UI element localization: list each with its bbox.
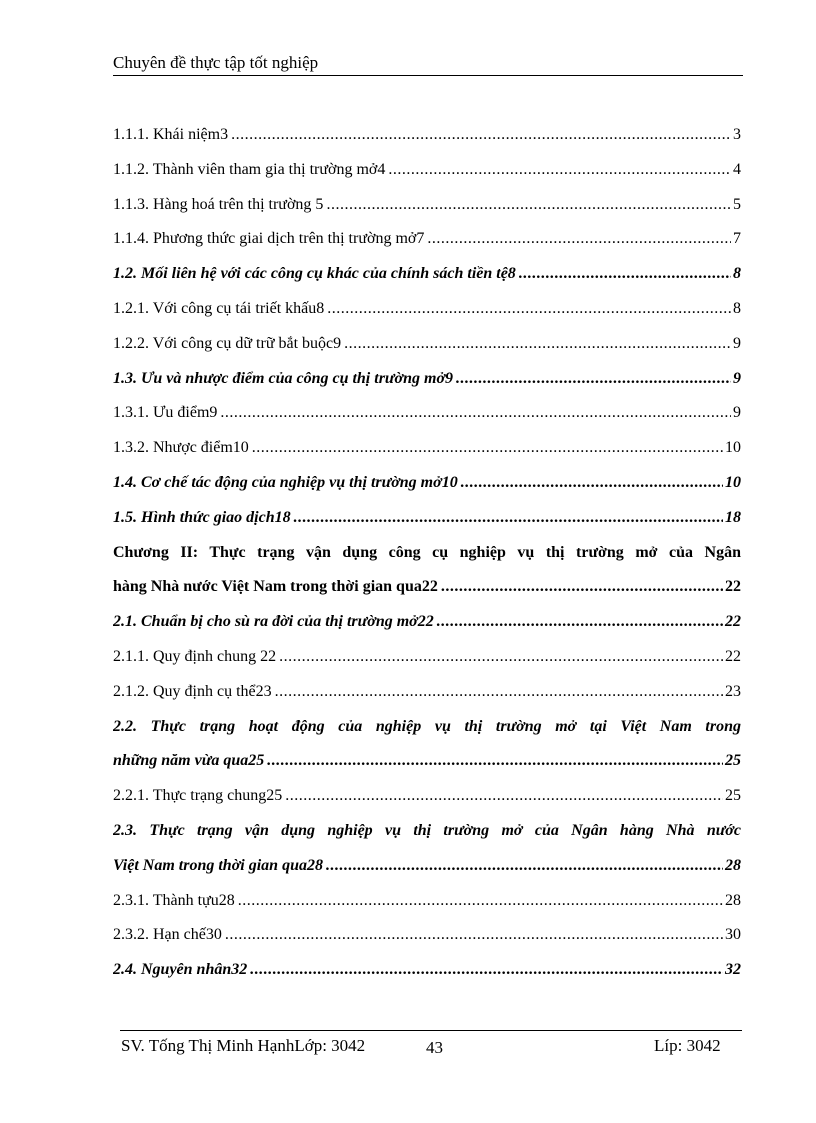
toc-entry — [113, 396, 741, 431]
toc-entry-label: Việt Nam trong thời gian qua28 — [113, 857, 326, 874]
toc-entry — [113, 188, 741, 223]
toc-entry-label: 2.1. Chuẩn bị cho sù ra đời của thị trường mở22 — [113, 613, 437, 630]
toc-entry — [113, 953, 741, 988]
toc-entry-label: 1.1.2. Thành viên tham gia thị trường mở4 — [113, 161, 388, 178]
footer-divider — [120, 1030, 742, 1031]
toc-entry — [113, 849, 741, 884]
toc-entry-label: 1.4. Cơ chế tác động của nghiệp vụ thị trường mở10 — [113, 474, 461, 491]
toc-entry — [113, 779, 741, 814]
toc-entry — [113, 570, 741, 605]
toc-entry-label: 2.1.2. Quy định cụ thể23 — [113, 683, 275, 700]
toc-entry-label: 2.1.1. Quy định chung 22 — [113, 648, 279, 665]
toc-entry-page: 9 — [731, 327, 741, 362]
toc-entry — [113, 710, 741, 745]
toc-entry — [113, 257, 741, 292]
toc-entry — [113, 605, 741, 640]
header-divider — [113, 75, 743, 76]
toc-entry-label: 1.3. Ưu và nhược điểm của công cụ thị trường mở9 — [113, 370, 456, 387]
toc-entry-label: 1.2.2. Với công cụ dữ trữ bắt buộc9 — [113, 335, 344, 352]
table-of-contents — [113, 118, 741, 988]
toc-entry — [113, 118, 741, 153]
toc-entry-page: 23 — [723, 675, 741, 710]
toc-entry-label: 1.2.1. Với công cụ tái triết khấu8 — [113, 300, 327, 317]
toc-entry-page: 8 — [731, 292, 741, 327]
toc-entry-page: 28 — [723, 884, 741, 919]
footer-class: Líp: 3042 — [654, 1036, 721, 1055]
toc-entry-page: 25 — [723, 779, 741, 814]
toc-entry-label: 2.3.2. Hạn chế30 — [113, 926, 225, 943]
toc-entry-page: 4 — [731, 153, 741, 188]
toc-entry-label: 1.1.1. Khái niệm3 — [113, 126, 231, 143]
toc-entry-label: 2.2. Thực trạng hoạt động của nghiệp vụ thị trường mở tại Việt Nam trong — [113, 717, 741, 735]
toc-entry-label: 2.3. Thực trạng vận dụng nghiệp vụ thị trường mở của Ngân hàng Nhà nước — [113, 821, 741, 839]
toc-entry-label: 1.1.3. Hàng hoá trên thị trường 5 — [113, 196, 326, 213]
toc-entry-page: 32 — [723, 953, 741, 988]
toc-entry-label: những năm vừa qua25 — [113, 752, 267, 769]
toc-entry-label: 2.3.1. Thành tựu28 — [113, 892, 238, 909]
toc-entry — [113, 884, 741, 919]
toc-entry — [113, 918, 741, 953]
toc-entry — [113, 292, 741, 327]
toc-entry — [113, 814, 741, 849]
toc-entry-page: 10 — [723, 431, 741, 466]
toc-entry-page: 30 — [723, 918, 741, 953]
toc-entry-label: 1.1.4. Phương thức giai dịch trên thị trường mở7 — [113, 230, 427, 247]
toc-entry-label: Chương II: Thực trạng vận dụng công cụ nghiệp vụ thị trường mở của Ngân — [113, 543, 741, 561]
toc-entry — [113, 222, 741, 257]
toc-entry-label: 1.2. Mối liên hệ với các công cụ khác của chính sách tiền tệ8 — [113, 265, 519, 282]
toc-entry — [113, 362, 741, 397]
toc-entry-label: 2.4. Nguyên nhân32 — [113, 961, 250, 978]
toc-entry-page: 3 — [731, 118, 741, 153]
toc-entry — [113, 153, 741, 188]
toc-entry — [113, 536, 741, 571]
toc-entry — [113, 640, 741, 675]
toc-entry-page: 22 — [723, 605, 741, 640]
toc-entry — [113, 501, 741, 536]
toc-entry-label: hàng Nhà nước Việt Nam trong thời gian qua22 — [113, 578, 441, 595]
toc-entry-label: 2.2.1. Thực trạng chung25 — [113, 787, 285, 804]
toc-entry-page: 5 — [731, 188, 741, 223]
toc-entry-page: 9 — [731, 362, 741, 397]
page-header: Chuyên đề thực tập tốt nghiệp — [113, 53, 319, 72]
toc-entry — [113, 466, 741, 501]
toc-entry-page: 25 — [723, 744, 741, 779]
toc-entry — [113, 431, 741, 466]
toc-entry-page: 22 — [723, 640, 741, 675]
toc-entry-label: 1.5. Hình thức giao dịch18 — [113, 509, 294, 526]
toc-entry-page: 22 — [723, 570, 741, 605]
toc-entry — [113, 327, 741, 362]
toc-entry-page: 28 — [723, 849, 741, 884]
toc-entry-label: 1.3.1. Ưu điểm9 — [113, 404, 220, 421]
footer-page-number: 43 — [426, 1038, 443, 1057]
footer-author: SV. Tống Thị Minh HạnhLớp: 3042 — [121, 1036, 366, 1055]
toc-entry-label: 1.3.2. Nhược điểm10 — [113, 439, 252, 456]
toc-entry — [113, 675, 741, 710]
toc-entry — [113, 744, 741, 779]
toc-entry-page: 9 — [731, 396, 741, 431]
toc-entry-page: 10 — [723, 466, 741, 501]
toc-entry-page: 8 — [731, 257, 741, 292]
toc-entry-page: 18 — [723, 501, 741, 536]
toc-entry-page: 7 — [731, 222, 741, 257]
